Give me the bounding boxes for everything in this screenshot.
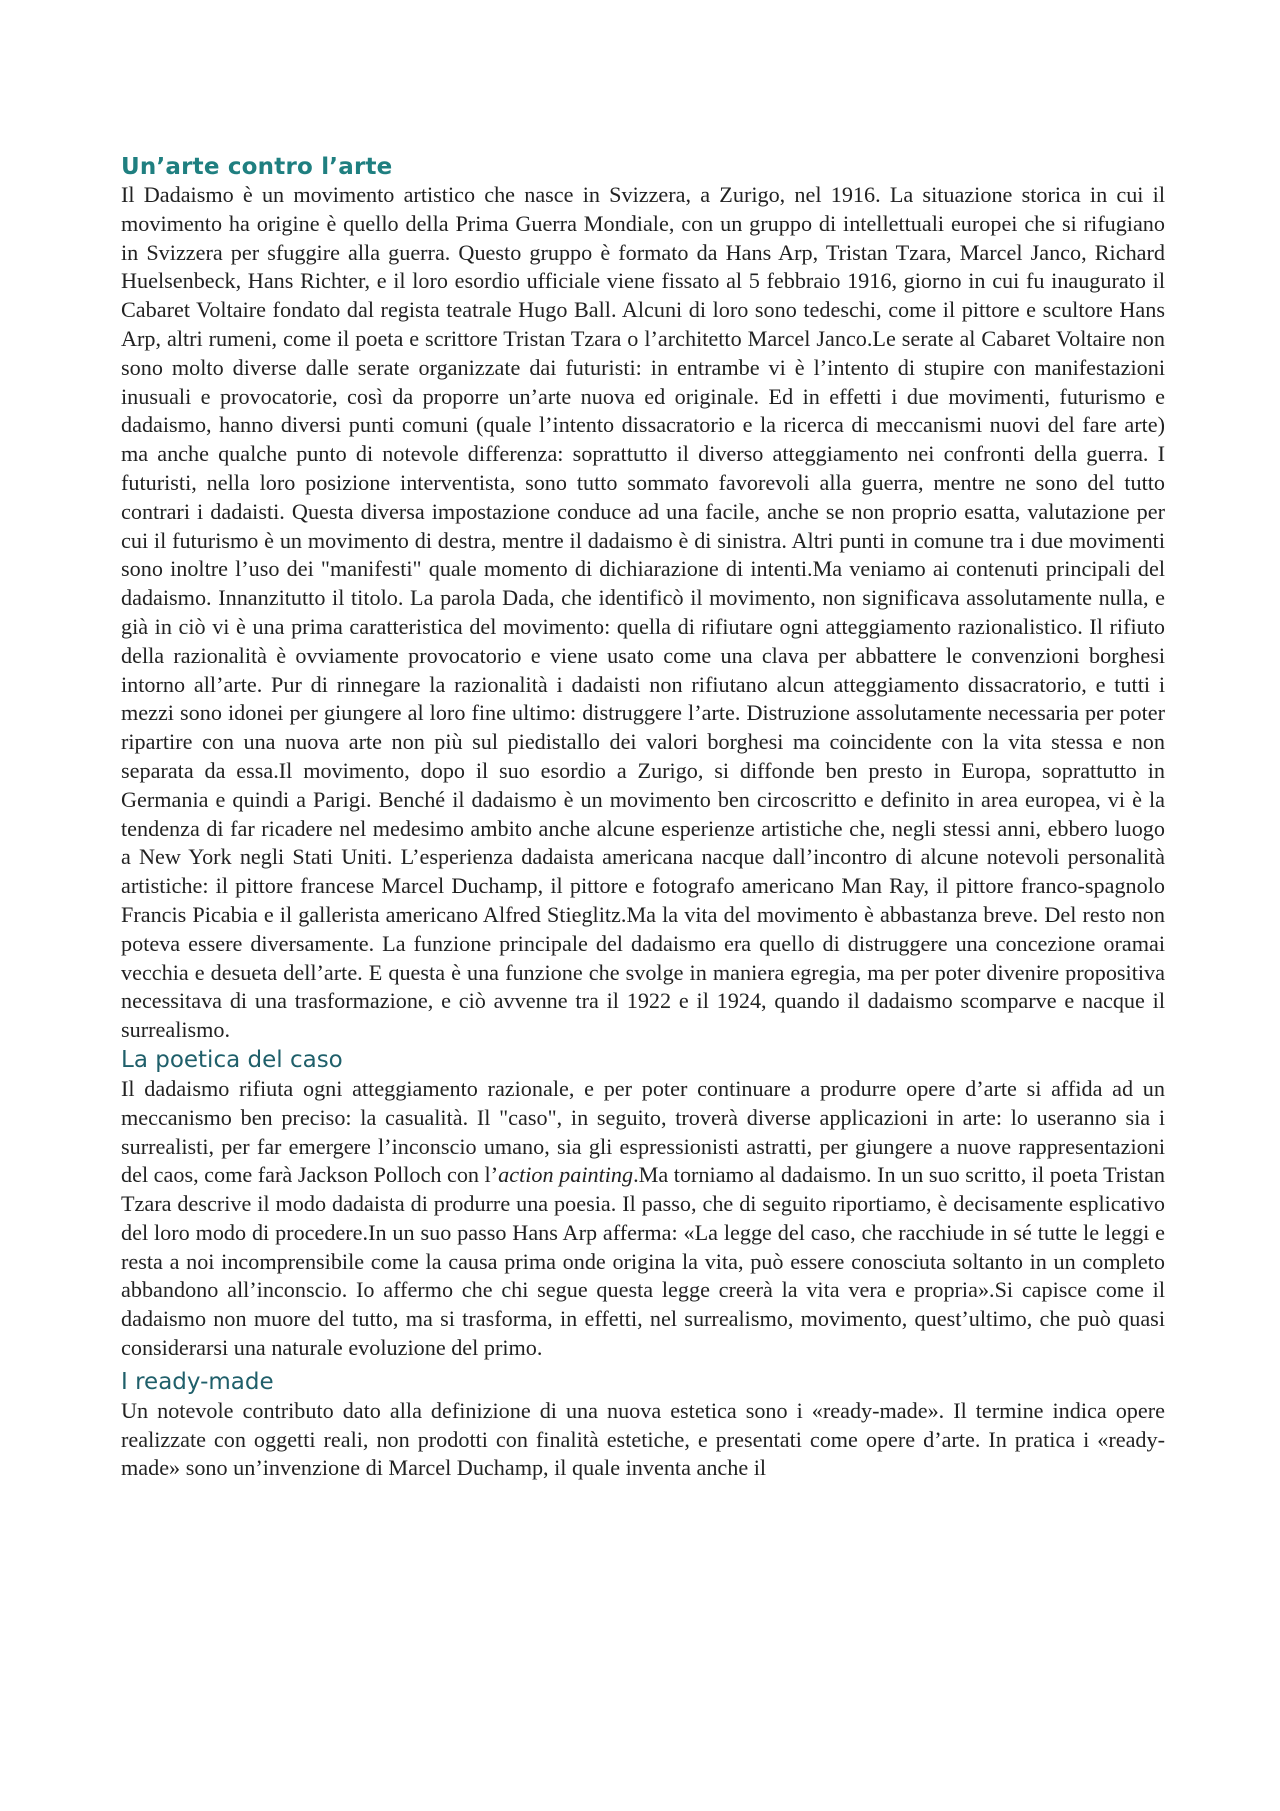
document-page: [121, 153, 1165, 1483]
body-text-part: Il dadaismo rifiuta ogni atteggiamento razionale, e per poter continuare a produrre opere d’arte si affida ad un meccanismo ben preciso: la casualità. Il "caso", in seguito, troverà diverse applicazioni in arte: lo useranno sia i surrealisti, per far emergere l’inconscio umano, sia gli espressionisti astratti, per giungere a nuove rappresentazioni del caos, come farà Jackson Polloch con l’: [121, 1075, 1165, 1188]
section-heading-la-poetica-del-caso: La poetica del caso: [121, 1046, 343, 1073]
section-body-i-ready-made: Un notevole contributo dato alla definizione di una nuova estetica sono i «ready-made». Il termine indica opere realizzate con oggetti reali, non prodotti con finalità estetiche, e presentati come opere d’arte. In pratica i «ready-made» sono un’invenzione di Marcel Duchamp, il quale inventa anche il: [121, 1397, 1165, 1481]
section-body-la-poetica-del-caso: [121, 1075, 1165, 1363]
italic-term-action-painting: action painting: [498, 1162, 634, 1188]
body-text-part: .Ma torniamo al dadaismo. In un suo scritto, il poeta Tristan Tzara descrive il modo dadaista di produrre una poesia. Il passo, che di seguito riportiamo, è decisamente esplicativo del loro modo di procedere.In un suo passo Hans Arp afferma: «La legge del caso, che racchiude in sé tutte le leggi e resta a noi incomprensibile come la causa prima onde origina la vita, può essere conosciuta soltanto in un completo abbandono all’inconscio. Io affermo che chi segue questa legge creerà la vita vera e propria».Si capisce come il dadaismo non muore del tutto, ma si trasforma, in effetti, nel surrealismo, movimento, quest’ultimo, che può quasi considerarsi una naturale evoluzione del primo.: [121, 1162, 1166, 1361]
section-heading-i-ready-made: I ready-made: [121, 1368, 274, 1395]
section-body-un-arte-contro-l-arte: Il Dadaismo è un movimento artistico che nasce in Svizzera, a Zurigo, nel 1916. La situazione storica in cui il movimento ha origine è quello della Prima Guerra Mondiale, con un gruppo di intellettuali europei che si rifugiano in Svizzera per sfuggire alla guerra. Questo gruppo è formato da Hans Arp, Tristan Tzara, Marcel Janco, Richard Huelsenbeck, Hans Richter, e il loro esordio ufficiale viene fissato al 5 febbraio 1916, giorno in cui fu inaugurato il Cabaret Voltaire fondato dal regista teatrale Hugo Ball. Alcuni di loro sono tedeschi, come il pittore e scultore Hans Arp, altri rumeni, come il poeta e scrittore Tristan Tzara o l’architetto Marcel Janco.Le serate al Cabaret Voltaire non sono molto diverse dalle serate organizzate dai futuristi: in entrambe vi è l’intento di stupire con manifestazioni inusuali e provocatorie, così da proporre un’arte nuova ed originale. Ed in effetti i due movimenti, futurismo e dadaismo, hanno diversi punti comuni (quale l’intento dissacratorio e la ricerca di meccanismi nuovi del fare arte) ma anche qualche punto di notevole differenza: soprattutto il diverso atteggiamento nei confronti della guerra. I futuristi, nella loro posizione interventista, sono tutto sommato favorevoli alla guerra, mentre ne sono del tutto contrari i dadaisti. Questa diversa impostazione conduce ad una facile, anche se non proprio esatta, valutazione per cui il futurismo è un movimento di destra, mentre il dadaismo è di sinistra. Altri punti in comune tra i due movimenti sono inoltre l’uso dei "manifesti" quale momento di dichiarazione di intenti.Ma veniamo ai contenuti principali del dadaismo. Innanzitutto il titolo. La parola Dada, che identificò il movimento, non significava assolutamente nulla, e già in ciò vi è una prima caratteristica del movimento: quella di rifiutare ogni atteggiamento razionalistico. Il rifiuto della razionalità è ovviamente provocatorio e viene usato come una clava per abbattere le convenzioni borghesi intorno all’arte. Pur di rinnegare la razionalità i dadaisti non rifiutano alcun atteggiamento dissacratorio, e tutti i mezzi sono idonei per giungere al loro fine ultimo: distruggere l’arte. Distruzione assolutamente necessaria per poter ripartire con una nuova arte non più sul piedistallo dei valori borghesi ma coincidente con la vita stessa e non separata da essa.Il movimento, dopo il suo esordio a Zurigo, si diffonde ben presto in Europa, soprattutto in Germania e quindi a Parigi. Benché il dadaismo è un movimento ben circoscritto e definito in area europea, vi è la tendenza di far ricadere nel medesimo ambito anche alcune esperienze artistiche che, negli stessi anni, ebbero luogo a New York negli Stati Uniti. L’esperienza dadaista americana nacque dall’incontro di alcune notevoli personalità artistiche: il pittore francese Marcel Duchamp, il pittore e fotografo americano Man Ray, il pittore franco-spagnolo Francis Picabia e il gallerista americano Alfred Stieglitz.Ma la vita del movimento è abbastanza breve. Del resto non poteva essere diversamente. La funzione principale del dadaismo era quello di distruggere una concezione oramai vecchia e desueta dell’arte. E questa è una funzione che svolge in maniera egregia, ma per poter divenire propositiva necessitava di una trasformazione, e ciò avvenne tra il 1922 e il 1924, quando il dadaismo scomparve e nacque il surrealismo.: [121, 182, 1165, 1043]
section-heading-un-arte-contro-l-arte: Un’arte contro l’arte: [121, 154, 393, 180]
